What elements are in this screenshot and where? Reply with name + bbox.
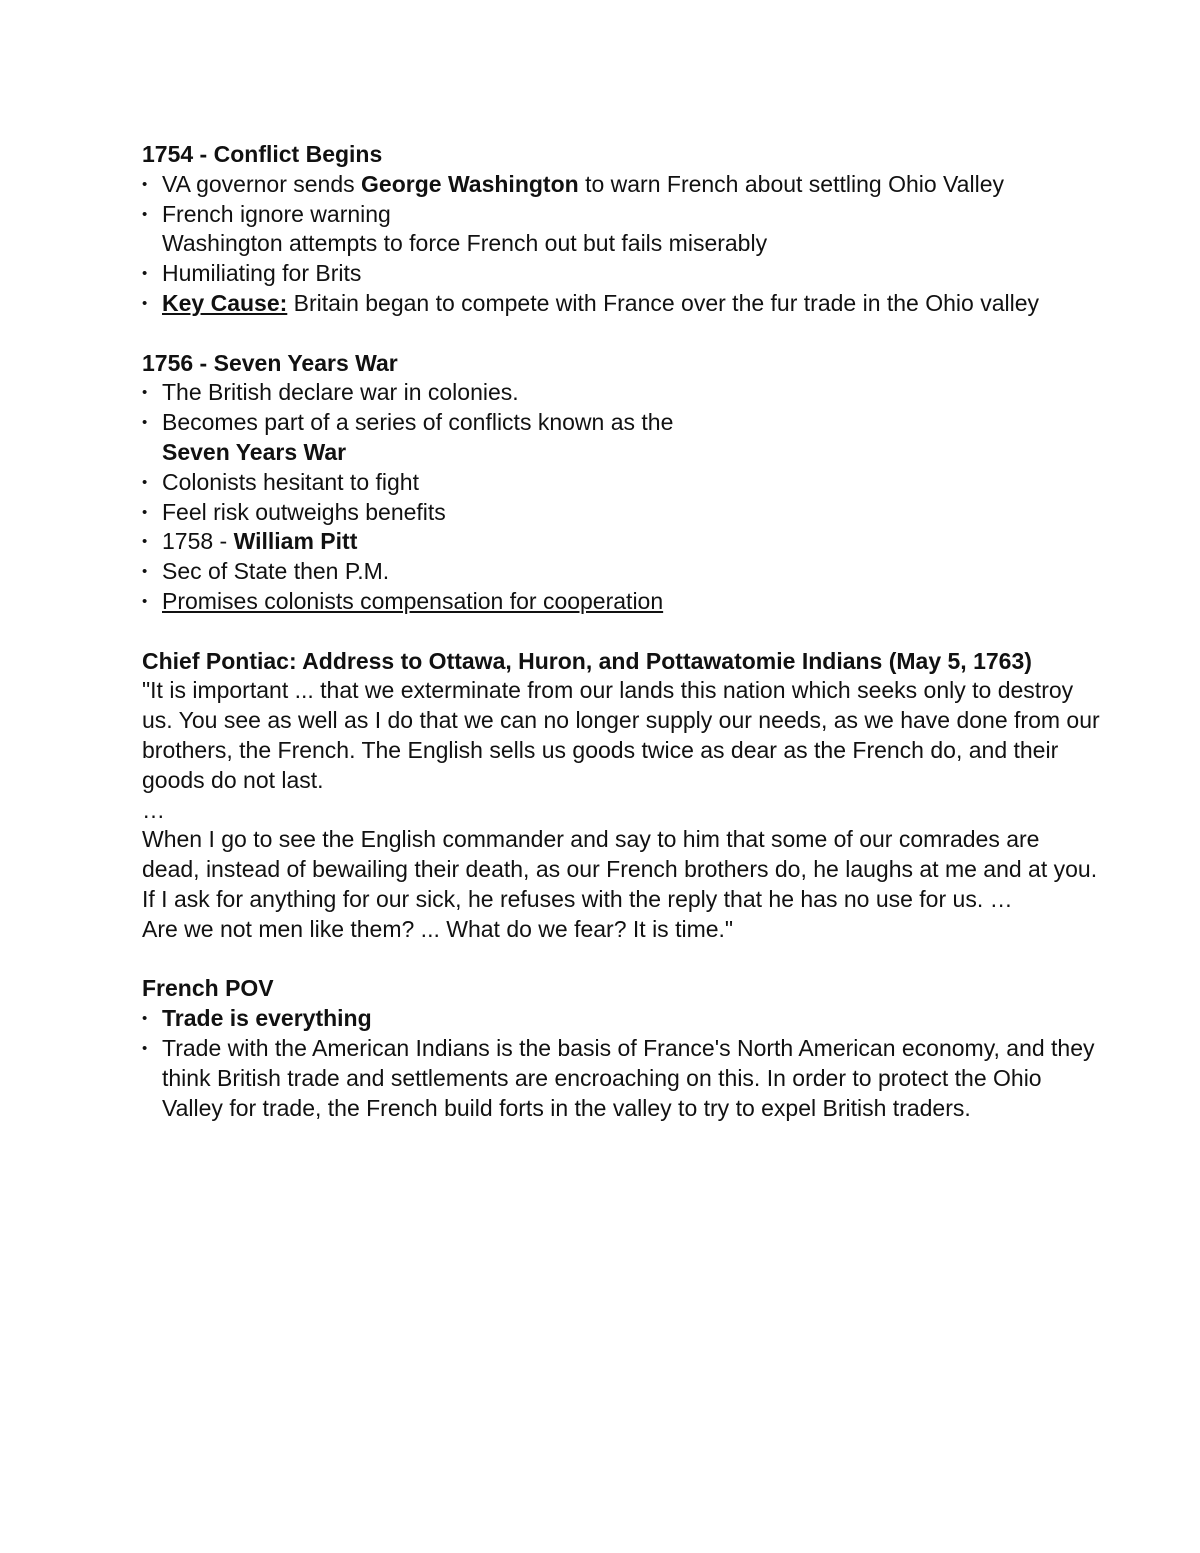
list-item	[142, 498, 1102, 528]
list-item-text: Washington attempts to force French out but fails miserably	[162, 230, 768, 257]
key-cause-label: Key Cause:	[162, 289, 288, 316]
list-item-text: Britain began to compete with France over the fur trade in the Ohio valley	[287, 289, 1040, 316]
list-item-text: The British declare war in colonies.	[162, 379, 519, 406]
list-item-text: Sec of State then P.M.	[162, 558, 390, 585]
section-heading-1754: 1754 - Conflict Begins	[142, 141, 383, 167]
list-item-text: 1758 -	[162, 528, 234, 555]
list-item	[142, 1034, 1102, 1123]
underlined-text: Promises colonists compensation for cooperation	[162, 587, 664, 614]
list-item	[142, 557, 1102, 587]
quote-paragraph-1: "It is important ... that we exterminate from our lands this nation which seeks only to destroy us. You see as well as I do that we can no longer supply our needs, as we have done from our brothers, the French. The English sells us goods twice as dear as the French do, and their goods do not last.	[142, 677, 1100, 793]
list-item	[142, 259, 1102, 289]
list-item	[142, 468, 1102, 498]
quote-paragraph-3: Are we not men like them? ... What do we fear? It is time."	[142, 915, 734, 942]
section-heading-1756: 1756 - Seven Years War	[142, 349, 398, 376]
william-pitt-name: William Pitt	[233, 528, 358, 555]
list-item-text: Trade with the American Indians is the basis of France's North American economy, and they think British trade and settlements are encroaching on this. In order to protect the Ohio Valley for trade, the French build forts in the valley to try to expel British traders.	[162, 1034, 1095, 1121]
section-1754-list	[142, 170, 1102, 319]
section-heading-french-pov: French POV	[142, 975, 274, 1002]
quote-paragraph-2: When I go to see the English commander and say to him that some of our comrades are dead, instead of bewailing their death, as our French brothers do, he laughs at me and at you. If I ask for anything for our sick, he refuses with the reply that he has no use for us. …	[142, 826, 1098, 912]
list-item-text: French ignore warning	[162, 200, 391, 227]
spacer	[142, 617, 1102, 647]
quote-ellipsis: …	[142, 796, 165, 823]
list-item	[142, 170, 1102, 200]
seven-years-war-term: Seven Years War	[162, 438, 347, 465]
list-item	[142, 289, 1102, 319]
list-item	[142, 1004, 1102, 1034]
section-1756-list	[142, 378, 1102, 616]
spacer	[142, 319, 1102, 349]
list-item-text: Humiliating for Brits	[162, 260, 362, 287]
list-item-text: Colonists hesitant to fight	[162, 468, 419, 495]
list-item	[142, 200, 1102, 230]
spacer	[142, 945, 1102, 975]
section-french-pov-list	[142, 1004, 1102, 1123]
list-item-text: VA governor sends	[162, 170, 362, 197]
document-body	[142, 140, 1102, 1123]
list-item-text: Feel risk outweighs benefits	[162, 498, 446, 525]
list-item-text: Becomes part of a series of conflicts known as the	[162, 409, 674, 436]
list-item-text: Trade is everything	[162, 1005, 372, 1032]
list-item-continuation	[142, 229, 1102, 259]
section-heading-pontiac: Chief Pontiac: Address to Ottawa, Huron, and Pottawatomie Indians (May 5, 1763)	[142, 647, 1032, 674]
list-item	[142, 408, 1102, 468]
list-item	[142, 587, 1102, 617]
list-item-text: to warn French about settling Ohio Valley	[578, 170, 1004, 197]
list-item	[142, 378, 1102, 408]
george-washington-name: George Washington	[361, 170, 579, 197]
list-item	[142, 527, 1102, 557]
